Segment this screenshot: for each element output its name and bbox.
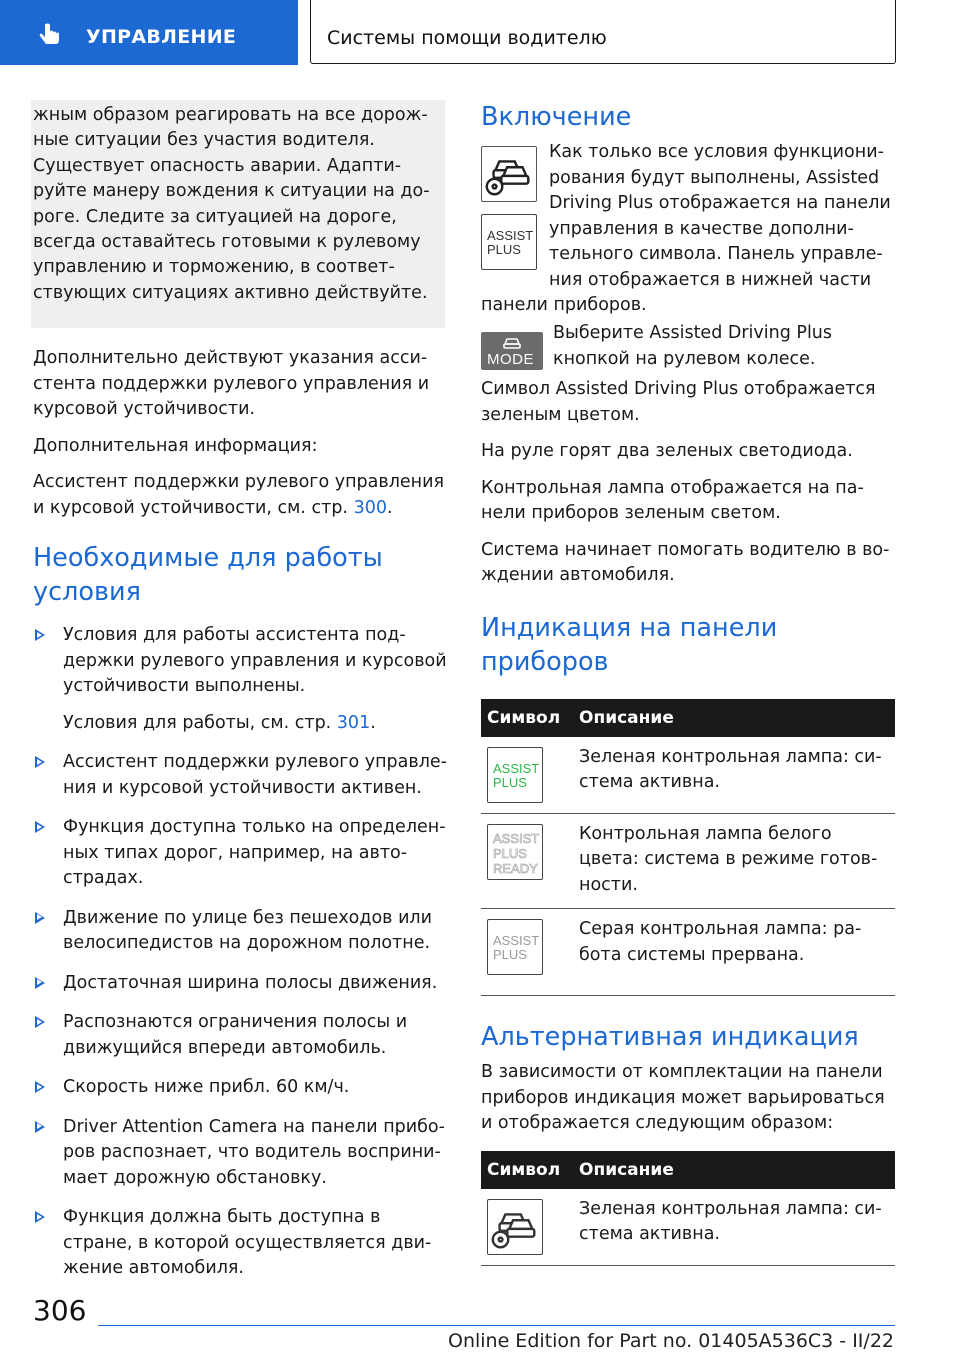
text-line: ждении автомобиля.	[481, 565, 675, 585]
list-item	[33, 750, 447, 801]
page-link-300[interactable]: 300	[353, 497, 387, 518]
text-line: и курсовой устойчивости, см. стр. 300.	[33, 497, 393, 518]
icon-text: ASSIST	[493, 933, 540, 948]
mode-text	[553, 321, 832, 372]
warning-line: ствующих ситуациях активно действуйте.	[33, 282, 428, 303]
activation-text	[549, 140, 895, 293]
list-item-text: Ассистент поддержки рулевого управле-	[63, 752, 447, 773]
cell-line: бота системы прервана.	[579, 944, 805, 965]
mode-label: MODE	[487, 351, 534, 368]
page-title: Системы помощи водителю	[327, 27, 607, 49]
col-description: Описание	[577, 699, 895, 737]
icon-text: PLUS	[493, 845, 527, 861]
left-column	[33, 100, 447, 1296]
cell-line: цвета: система в режиме готов-	[579, 849, 878, 869]
list-item-text: ных типах дорог, например, на авто-	[63, 842, 408, 863]
warning-line: руйте манеру вождения к ситуации на до-	[33, 181, 430, 202]
list-item-text: страдах.	[63, 868, 144, 889]
table-header-row	[481, 699, 895, 737]
warning-line: жным образом реагировать на все дорож-	[33, 105, 428, 125]
table-row	[481, 1189, 895, 1266]
page-header	[310, 0, 896, 64]
hand-pointer-icon	[36, 22, 64, 50]
list-item-text: Распознаются ограничения полосы и	[63, 1012, 408, 1033]
warning-line: ные ситуации без участия водителя.	[33, 130, 375, 151]
page-link-301[interactable]: 301	[336, 712, 371, 733]
text-line: На руле горят два зеленых светодиода.	[481, 441, 853, 461]
icon-text: ASSIST	[493, 830, 540, 846]
text-line: Driving Plus отображается на панели	[549, 193, 891, 213]
text-span: и курсовой устойчивости, см. стр.	[33, 497, 354, 518]
text-line: Дополнительно действуют указания асси-	[33, 348, 428, 369]
heading-line: Необходимые для работы	[33, 543, 383, 574]
list-item	[33, 971, 447, 997]
activation-block	[481, 140, 895, 315]
paragraph-lamp	[481, 476, 895, 527]
col-symbol: Символ	[481, 1151, 577, 1189]
section-label: УПРАВЛЕНИЕ	[86, 26, 237, 48]
text-line: нели приборов зеленым светом.	[481, 503, 781, 523]
list-item-text: устойчивости выполнены.	[63, 676, 306, 697]
bullet-triangle-icon	[35, 1121, 45, 1133]
paragraph-leds	[481, 439, 895, 465]
heading-indicator: Индикация на панели приборов	[481, 612, 778, 677]
heading-line: условия	[33, 577, 141, 608]
cell-line: Зеленая контрольная лампа: си-	[579, 1198, 882, 1219]
bullet-triangle-icon	[35, 756, 45, 768]
list-item-text: Скорость ниже прибл. 60 км/ч.	[63, 1077, 350, 1098]
list-item-text: движущийся впереди автомобиль.	[63, 1037, 387, 1058]
assist-plus-icon	[481, 214, 537, 270]
warning-box	[31, 100, 445, 328]
list-item-text: Движение по улице без пешеходов или	[63, 907, 432, 928]
list-item	[33, 1075, 447, 1101]
bullet-triangle-icon	[35, 1211, 45, 1223]
table-row	[481, 737, 895, 814]
list-item	[33, 1205, 447, 1282]
col-description: Описание	[577, 1151, 895, 1189]
text-line: ния отображается в нижней части	[549, 269, 872, 290]
text-line: стента поддержки рулевого управления и	[33, 373, 430, 394]
assist-plus-green-icon	[487, 747, 543, 803]
cell-line: Серая контрольная лампа: ра-	[579, 919, 862, 939]
bullet-triangle-icon	[35, 629, 45, 641]
cars-steering-wheel-icon	[487, 1199, 543, 1255]
text-line: рования будут выполнены, Assisted	[549, 167, 880, 188]
bullet-triangle-icon	[35, 977, 45, 989]
list-item	[33, 1010, 447, 1061]
icon-text: ASSIST	[493, 760, 540, 776]
table-header-row	[481, 1151, 895, 1189]
text-line: Дополнительная информация:	[33, 435, 318, 456]
text-line: Как только все условия функциони-	[549, 142, 884, 162]
list-item	[33, 815, 447, 892]
bullet-triangle-icon	[35, 1016, 45, 1028]
text-line: кнопкой на рулевом колесе.	[553, 348, 816, 369]
indicator-table	[481, 699, 895, 997]
text-line: Выберите Assisted Driving Plus	[553, 323, 833, 343]
warning-line: всегда оставайтесь готовыми к рулевому	[33, 232, 421, 253]
cell-line: Зеленая контрольная лампа: си-	[579, 746, 882, 767]
text-span: Условия для работы, см. стр.	[63, 712, 337, 733]
list-item-text: ния и курсовой устойчивости активен.	[63, 777, 422, 798]
warning-line: Существует опасность аварии. Адапти-	[33, 155, 402, 176]
text-line: управления в качестве дополни-	[549, 218, 854, 239]
text-line: Ассистент поддержки рулевого управления	[33, 472, 445, 493]
footer-divider	[98, 1325, 895, 1326]
warning-line: роге. Следите за ситуацией на дороге,	[33, 206, 397, 227]
icon-text: ASSIST	[487, 228, 534, 243]
text-line: В зависимости от комплектации на панели	[481, 1062, 883, 1082]
right-column	[481, 100, 895, 1266]
list-item-text: велосипедистов на дорожном полотне.	[63, 933, 431, 954]
paragraph-info	[33, 434, 447, 460]
text-line: панели приборов.	[481, 295, 647, 315]
conditions-list	[33, 623, 447, 1282]
text-line: зеленым цветом.	[481, 404, 640, 425]
cell-line: ности.	[579, 874, 638, 895]
bullet-triangle-icon	[35, 821, 45, 833]
paragraph-alternative	[481, 1060, 895, 1137]
cell-line: стема активна.	[579, 772, 720, 792]
cell-line: Контрольная лампа белого	[579, 823, 832, 844]
heading-activation: Включение	[481, 102, 632, 132]
icon-text: PLUS	[493, 947, 527, 962]
icon-text: PLUS	[487, 242, 521, 257]
list-item-text: держки рулевого управления и курсовой	[63, 650, 447, 671]
list-item-text: ров распознает, что водитель восприни-	[63, 1142, 441, 1163]
heading-conditions	[33, 541, 447, 609]
bullet-triangle-icon	[35, 1081, 45, 1093]
col-symbol: Символ	[481, 699, 577, 737]
page-number: 306	[33, 1294, 87, 1327]
text-line: приборов индикация может варьироваться	[481, 1087, 885, 1108]
heading-alternative: Альтернативная индикация	[481, 1022, 859, 1052]
table-row	[481, 909, 895, 996]
section-tab[interactable]	[0, 0, 298, 65]
paragraph-reference	[33, 470, 447, 521]
cars-steering-wheel-icon	[481, 146, 537, 202]
paragraph-additional	[33, 346, 447, 423]
paragraph-green	[481, 377, 895, 428]
icon-text: PLUS	[493, 774, 527, 790]
text-line: Символ Assisted Driving Plus отображается	[481, 379, 876, 399]
list-item-subtext: Условия для работы, см. стр. 301.	[63, 712, 376, 733]
assist-plus-ready-white-icon	[487, 824, 543, 880]
text-line: и отображается следующим образом:	[481, 1113, 834, 1133]
text-line: Контрольная лампа отображается на па-	[481, 477, 864, 498]
list-item-text: мает дорожную обстановку.	[63, 1167, 327, 1188]
mode-button-icon	[481, 332, 543, 370]
list-item-text: Функция должна быть доступна в	[63, 1207, 381, 1228]
list-item-text: Функция доступна только на определен-	[63, 817, 446, 838]
list-item-text: Driver Attention Camera на панели прибо-	[63, 1116, 445, 1137]
bullet-triangle-icon	[35, 912, 45, 924]
text-line: Система начинает помогать водителю в во-	[481, 539, 890, 560]
alternative-table	[481, 1151, 895, 1266]
text-line: курсовой устойчивости.	[33, 399, 256, 420]
icon-text: READY	[493, 860, 538, 876]
table-row	[481, 813, 895, 909]
list-item	[33, 906, 447, 957]
cell-line: стема активна.	[579, 1224, 720, 1244]
warning-line: управлению и торможению, в соответ-	[33, 257, 395, 278]
list-item	[33, 1115, 447, 1192]
list-item	[33, 623, 447, 736]
list-item-text: стране, в которой осуществляется дви-	[63, 1232, 432, 1253]
list-item-text: жение автомобиля.	[63, 1258, 244, 1279]
list-item-text: Условия для работы ассистента под-	[63, 625, 406, 646]
list-item-text: Достаточная ширина полосы движения.	[63, 972, 438, 993]
footer-edition: Online Edition for Part no. 01405A536C3 - II/22	[447, 1330, 894, 1352]
mode-block	[481, 323, 895, 381]
text-line: тельного символа. Панель управле-	[549, 244, 883, 264]
assist-plus-grey-icon	[487, 919, 543, 975]
paragraph-system	[481, 538, 895, 589]
